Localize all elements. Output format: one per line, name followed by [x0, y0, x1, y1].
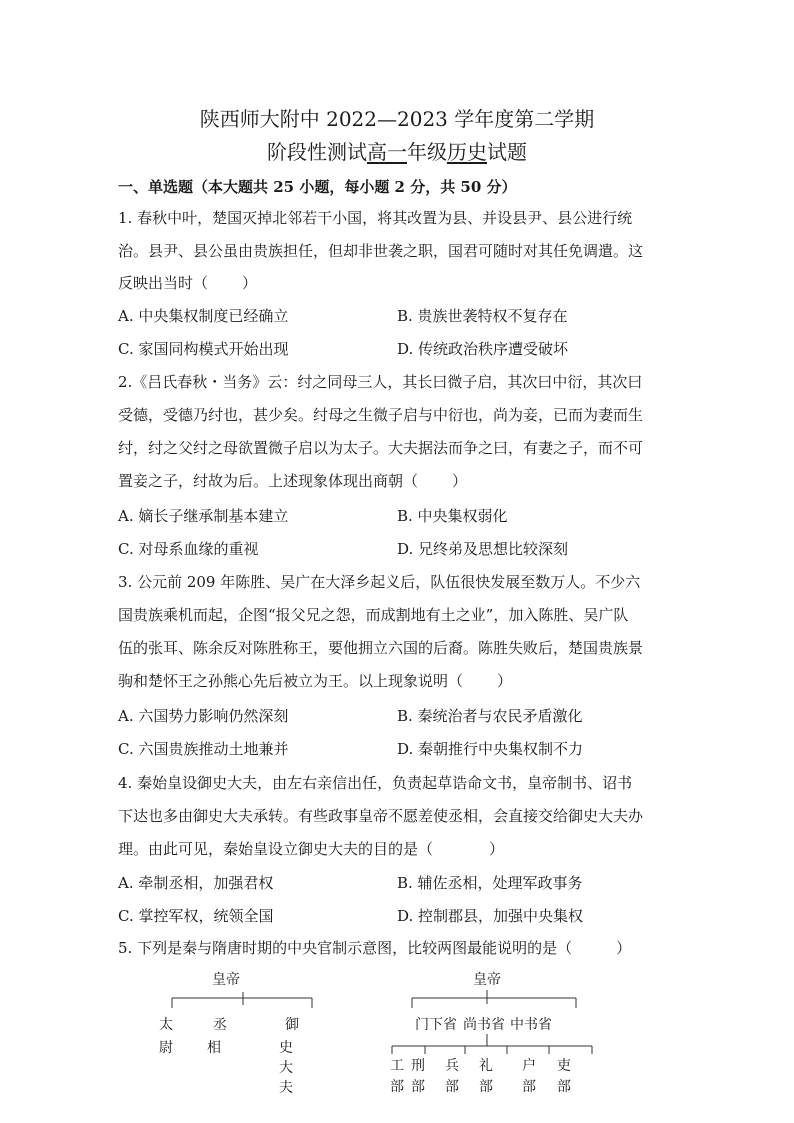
question-2-stem: 置妾之子，纣故为后。上述现象体现出商朝（: [118, 472, 419, 490]
section-heading: 一、单选题（本大题共 25 小题，每小题 2 分，共 50 分）: [118, 178, 517, 196]
paren-close: ）: [497, 672, 513, 690]
question-4-stem: 理。由此可见，秦始皇设立御史大夫的目的是（: [118, 840, 434, 858]
ministry-xingbu: 刑: [411, 1058, 425, 1074]
qin-office-taiwei: 尉: [159, 1040, 173, 1056]
ministry-hubu: 户: [522, 1058, 536, 1074]
subtitle-part: 阶段性测试: [267, 140, 367, 164]
ministry-gongbu: 部: [390, 1079, 404, 1095]
ministry-libu-rites: 礼: [479, 1058, 493, 1074]
qin-office-taiwei: 太: [159, 1017, 173, 1033]
q1-option-c: C. 家国同构模式开始出现: [118, 340, 289, 358]
ministry-libu-rites: 部: [479, 1079, 493, 1095]
question-5-stem: 5. 下列是秦与隋唐时期的中央官制示意图，比较两图最能说明的是（: [118, 939, 573, 957]
question-3-line: 伍的张耳、陈余反对陈胜称王，要他拥立六国的后裔。陈胜失败后，楚国贵族景: [118, 639, 644, 657]
qin-emperor-label: 皇帝: [212, 972, 240, 988]
question-3-line: 国贵族乘机而起，企图“报父兄之怨，而成割地有土之业”，加入陈胜、吴广队: [118, 606, 629, 624]
qin-office-yushidafu: 史: [279, 1040, 293, 1056]
question-1-line: 治。县尹、县公虽由贵族担任，但却非世袭之职，国君可随时对其任免调遣。这: [118, 242, 644, 260]
ministry-libu-personnel: 吏: [557, 1058, 571, 1074]
q2-option-a: A. 嫡长子继承制基本建立: [118, 507, 289, 525]
q3-option-c: C. 六国贵族推动土地兼并: [118, 740, 289, 758]
ministry-xingbu: 部: [411, 1079, 425, 1095]
ministry-bingbu: 部: [445, 1079, 459, 1095]
qin-office-chengxiang: 相: [207, 1040, 221, 1056]
q4-option-d: D. 控制郡县，加强中央集权: [397, 907, 584, 925]
q1-option-a: A. 中央集权制度已经确立: [118, 307, 289, 325]
subtitle-part: 年级: [407, 140, 447, 164]
q1-option-d: D. 传统政治秩序遭受破坏: [397, 340, 569, 358]
paren-close: ）: [489, 840, 505, 858]
question-4-line: 下达也多由御史大夫承转。有些政事皇帝不愿差使丞相，会直接交给御史大夫办: [118, 807, 644, 825]
qin-office-yushidafu: 大: [279, 1060, 293, 1076]
q4-option-b: B. 辅佐丞相，处理军政事务: [397, 874, 583, 892]
question-1-line: 1. 春秋中叶，楚国灭掉北邻若干小国，将其改置为县、并设县尹、县公进行统: [118, 209, 633, 227]
ministry-hubu: 部: [522, 1079, 536, 1095]
question-3-stem: 驹和楚怀王之孙熊心先后被立为王。以上现象说明（: [118, 672, 464, 690]
question-3-line: [118, 670, 512, 691]
qin-office-yushidafu: 御: [285, 1017, 299, 1033]
question-4-line: [118, 838, 504, 859]
qin-office-chengxiang: 丞: [213, 1017, 227, 1033]
dept-shangshu: 尚书省: [463, 1017, 505, 1033]
paren-close: ）: [242, 274, 258, 292]
question-2-line: 2.《吕氏春秋・当务》云：纣之同母三人，其长曰微子启，其次曰中衍，其次曰: [118, 373, 643, 391]
dept-menxia: 门下省: [415, 1017, 457, 1033]
question-1-line: [118, 272, 257, 293]
question-5-line: [118, 937, 631, 958]
exam-title: 陕西师大附中 2022—2023 学年度第二学期: [199, 107, 595, 131]
subject-underlined: 历史: [447, 140, 487, 164]
paren-close: ）: [452, 472, 468, 490]
q4-option-c: C. 掌控军权，统领全国: [118, 907, 274, 925]
q3-option-d: D. 秦朝推行中央集权制不力: [397, 740, 584, 758]
q3-option-a: A. 六国势力影响仍然深刻: [118, 707, 289, 725]
q3-option-b: B. 秦统治者与农民矛盾激化: [397, 707, 583, 725]
q2-option-d: D. 兄终弟及思想比较深刻: [397, 540, 569, 558]
exam-subtitle: [0, 136, 794, 165]
grade-underlined: 高一: [367, 140, 407, 164]
question-4-line: 4. 秦始皇设御史大夫，由左右亲信出任，负责起草诰命文书，皇帝制书、诏书: [118, 774, 633, 792]
q1-option-b: B. 贵族世袭特权不复存在: [397, 307, 568, 325]
question-2-line: [118, 470, 467, 491]
subtitle-part: 试题: [487, 140, 527, 164]
dept-zhongshu: 中书省: [510, 1017, 552, 1033]
q2-option-b: B. 中央集权弱化: [397, 507, 508, 525]
question-2-line: 纣，纣之父纣之母欲置微子启以为太子。大夫据法而争之曰，有妻之子，而不可: [118, 439, 644, 457]
official-system-diagram: [140, 964, 600, 1104]
suitang-emperor-label: 皇帝: [473, 972, 501, 988]
question-1-stem: 反映出当时（: [118, 274, 209, 292]
question-3-line: 3. 公元前 209 年陈胜、吴广在大泽乡起义后，队伍很快发展至数万人。不少六: [118, 573, 641, 591]
paren-close: ）: [616, 939, 632, 957]
q4-option-a: A. 牵制丞相，加强君权: [118, 874, 274, 892]
q2-option-c: C. 对母系血缘的重视: [118, 540, 259, 558]
ministry-bingbu: 兵: [445, 1058, 459, 1074]
ministry-gongbu: 工: [390, 1058, 404, 1074]
ministry-libu-personnel: 部: [557, 1079, 571, 1095]
qin-office-yushidafu: 夫: [279, 1080, 293, 1096]
question-2-line: 受德，受德乃纣也，甚少矣。纣母之生微子启与中衍也，尚为妾，已而为妻而生: [118, 406, 644, 424]
